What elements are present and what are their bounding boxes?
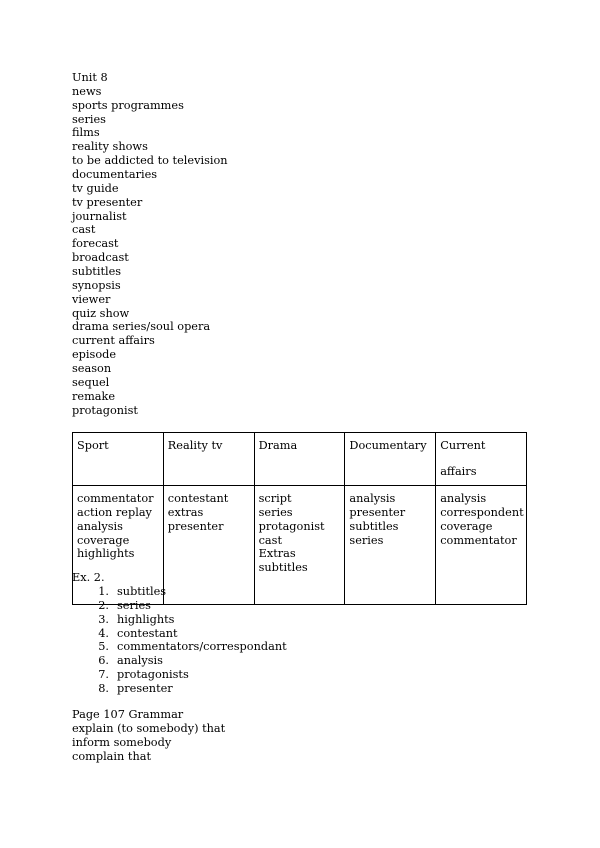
vocab-item: cast (72, 223, 96, 237)
table-header-cell: Documentary (345, 433, 436, 486)
item-number: 5. (98, 640, 109, 654)
list-item (72, 682, 287, 696)
vocab-item: synopsis (72, 278, 121, 292)
table-cell-item: correspondent (440, 505, 524, 519)
grammar-line: complain that (72, 749, 151, 763)
table-cell-item: coverage (440, 519, 493, 533)
item-number: 3. (98, 612, 109, 626)
grammar-line: explain (to somebody) that (72, 721, 226, 735)
table-cell-item: commentator (440, 533, 517, 547)
list-item (72, 599, 287, 613)
vocab-item: viewer (72, 292, 111, 306)
table-cell (345, 486, 436, 605)
table-cell-item: contestant (167, 492, 229, 505)
table-cell-item: subtitles (258, 561, 308, 575)
vocabulary-list (72, 85, 532, 418)
exercise-answer-list (72, 585, 287, 696)
table-header-cell: Sport (73, 433, 164, 486)
item-number: 1. (98, 584, 109, 598)
table-cell-item: analysis (349, 492, 396, 505)
vocab-item: sports programmes (72, 98, 184, 112)
table-cell-item: commentator (77, 492, 154, 505)
vocab-item: films (72, 126, 100, 140)
item-text: highlights (117, 612, 175, 626)
table-cell (436, 486, 527, 605)
item-number: 4. (98, 626, 109, 640)
table-cell-item: action replay (77, 505, 152, 519)
grammar-notes (72, 708, 225, 763)
item-text: protagonists (117, 668, 189, 682)
vocab-item: remake (72, 389, 116, 403)
item-text: commentators/correspondant (117, 640, 287, 654)
vocab-item: news (72, 84, 102, 98)
table-cell-item: cast (258, 533, 282, 547)
vocab-item: current affairs (72, 334, 155, 348)
grammar-line: inform somebody (72, 735, 172, 749)
table-cell-item: analysis (440, 492, 487, 505)
unit-heading: Unit 8 (72, 71, 108, 84)
item-number: 6. (98, 654, 109, 668)
table-cell-item: series (258, 505, 293, 519)
vocab-item: season (72, 362, 112, 376)
table-header-cell: Drama (254, 433, 345, 486)
vocab-item: series (72, 112, 106, 126)
table-cell-item: subtitles (349, 519, 399, 533)
table-header-cell: Current affairs (436, 433, 527, 486)
table-cell-item: protagonist (258, 519, 325, 533)
item-text: presenter (117, 682, 173, 696)
table-cell-item: coverage (77, 533, 130, 547)
vocab-item: sequel (72, 375, 110, 389)
vocab-item: documentaries (72, 168, 158, 182)
list-item (72, 627, 287, 641)
vocab-item: protagonist (72, 403, 138, 417)
list-item (72, 668, 287, 682)
vocab-item: tv presenter (72, 195, 143, 209)
item-text: subtitles (117, 584, 167, 598)
table-cell-item: presenter (167, 519, 224, 533)
table-cell-item: Extras (258, 547, 296, 561)
list-item (72, 640, 287, 654)
vocab-item: tv guide (72, 181, 119, 195)
exercise-title: Ex. 2. (72, 571, 105, 584)
vocab-item: quiz show (72, 306, 130, 320)
table-header-cell: Reality tv (163, 433, 254, 486)
item-text: contestant (117, 626, 178, 640)
vocab-item: episode (72, 348, 117, 362)
vocabulary-section (72, 71, 532, 417)
grammar-line: Page 107 Grammar (72, 708, 184, 721)
vocab-item: broadcast (72, 251, 129, 265)
item-text: series (117, 598, 151, 612)
item-number: 8. (98, 682, 109, 696)
item-number: 7. (98, 668, 109, 682)
table-header-row (73, 433, 527, 486)
table-cell-item: extras (167, 505, 204, 519)
list-item (72, 585, 287, 599)
vocab-item: forecast (72, 237, 119, 251)
table-cell-item: series (349, 533, 384, 547)
table-cell-item: presenter (349, 505, 406, 519)
list-item (72, 654, 287, 668)
vocab-item: to be addicted to television (72, 154, 228, 168)
list-item (72, 613, 287, 627)
item-text: analysis (117, 654, 163, 668)
table-cell-item: highlights (77, 547, 135, 561)
vocab-item: drama series/soul opera (72, 320, 211, 334)
table-cell-item: analysis (77, 519, 123, 533)
vocab-item: journalist (72, 209, 127, 223)
vocab-item: subtitles (72, 265, 122, 279)
item-number: 2. (98, 598, 109, 612)
vocab-item: reality shows (72, 140, 148, 154)
table-cell-item: script (258, 492, 292, 505)
exercise-section (72, 571, 287, 696)
